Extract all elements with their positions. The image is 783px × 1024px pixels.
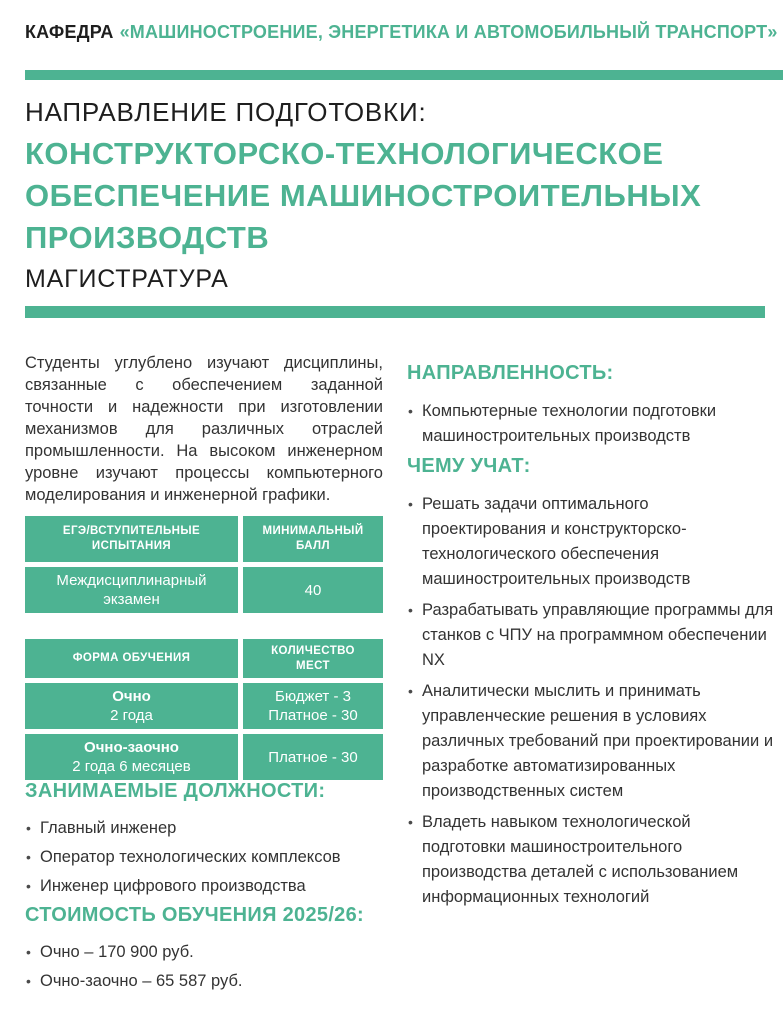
list-item: • Оператор технологических комплексов <box>25 846 383 868</box>
form-name: Очно <box>112 688 151 705</box>
form-name: Очно-заочно <box>84 739 179 756</box>
exam-table-header-exams: ЕГЭ/ВСТУПИТЕЛЬНЫЕ ИСПЫТАНИЯ <box>25 516 238 562</box>
learn-heading: ЧЕМУ УЧАТ: <box>407 455 531 477</box>
admission-form-table <box>25 639 383 780</box>
form-table-header-form: ФОРМА ОБУЧЕНИЯ <box>25 639 238 678</box>
focus-heading: НАПРАВЛЕННОСТЬ: <box>407 362 614 384</box>
list-item: • Инженер цифрового производства <box>25 875 383 897</box>
list-item: • Решать задачи оптимального проектирования и конструкторско-технологического обеспечения машиностроительных производств <box>407 492 777 592</box>
cost-list <box>25 941 383 992</box>
places-budget: Бюджет - 3 <box>275 688 351 705</box>
list-item: • Очно-заочно – 65 587 руб. <box>25 970 383 992</box>
intro-paragraph: Студенты углублено изучают дисциплины, связанные с обеспечением заданной точности и надежности при изготовлении механизмов для различных отраслей промышленности. На высоком инженерном уровне изучают процессы компьютерного моделирования и инженерной графики. <box>25 354 383 504</box>
positions-heading: ЗАНИМАЕМЫЕ ДОЛЖНОСТИ: <box>25 780 326 802</box>
divider-bar-middle <box>25 306 765 318</box>
department-prefix: КАФЕДРА <box>25 22 114 42</box>
list-item: • Разрабатывать управляющие программы для станков с ЧПУ на программном обеспечении NX <box>407 598 777 673</box>
focus-list <box>407 399 777 449</box>
form-table-places-fulltime <box>243 683 383 729</box>
degree-level: МАГИСТРАТУРА <box>25 265 229 293</box>
list-item: • Аналитически мыслить и принимать управленческие решения в условиях различных требований при проектировании и разработке автоматизированных производственных систем <box>407 679 777 804</box>
cost-heading: СТОИМОСТЬ ОБУЧЕНИЯ 2025/26: <box>25 904 364 926</box>
program-kicker: НАПРАВЛЕНИЕ ПОДГОТОВКИ: <box>25 97 427 127</box>
form-duration: 2 года 6 месяцев <box>72 758 191 775</box>
list-item: • Компьютерные технологии подготовки машиностроительных производств <box>407 399 777 449</box>
form-table-header-places: КОЛИЧЕСТВО МЕСТ <box>243 639 383 678</box>
list-item: • Владеть навыком технологической подготовки машиностроительного производства деталей с использованием информационных технологий <box>407 810 777 910</box>
exam-table <box>25 516 383 613</box>
form-table-row-parttime <box>25 734 238 780</box>
divider-bar-top <box>25 70 783 80</box>
places-paid: Платное - 30 <box>268 748 358 766</box>
department-name: «МАШИНОСТРОЕНИЕ, ЭНЕРГЕТИКА И АВТОМОБИЛЬНЫЙ ТРАНСПОРТ» <box>119 22 778 42</box>
exam-table-cell-exam: Междисциплинарный экзамен <box>25 567 238 613</box>
content-columns <box>25 352 783 999</box>
learn-list <box>407 492 777 910</box>
list-item: • Главный инженер <box>25 817 383 839</box>
exam-table-header-minscore: МИНИМАЛЬНЫЙ БАЛЛ <box>243 516 383 562</box>
form-duration: 2 года <box>110 707 153 724</box>
exam-table-cell-score: 40 <box>243 567 383 613</box>
positions-list <box>25 817 383 897</box>
places-paid: Платное - 30 <box>268 707 358 724</box>
right-column <box>407 352 777 999</box>
form-table-places-parttime <box>243 734 383 780</box>
list-item: • Очно – 170 900 руб. <box>25 941 383 963</box>
form-table-row-fulltime <box>25 683 238 729</box>
department-header <box>25 22 783 43</box>
left-column <box>25 352 383 999</box>
program-title: КОНСТРУКТОРСКО-ТЕХНОЛОГИЧЕСКОЕ ОБЕСПЕЧЕНИЕ МАШИНОСТРОИТЕЛЬНЫХ ПРОИЗВОДСТВ <box>25 136 702 255</box>
